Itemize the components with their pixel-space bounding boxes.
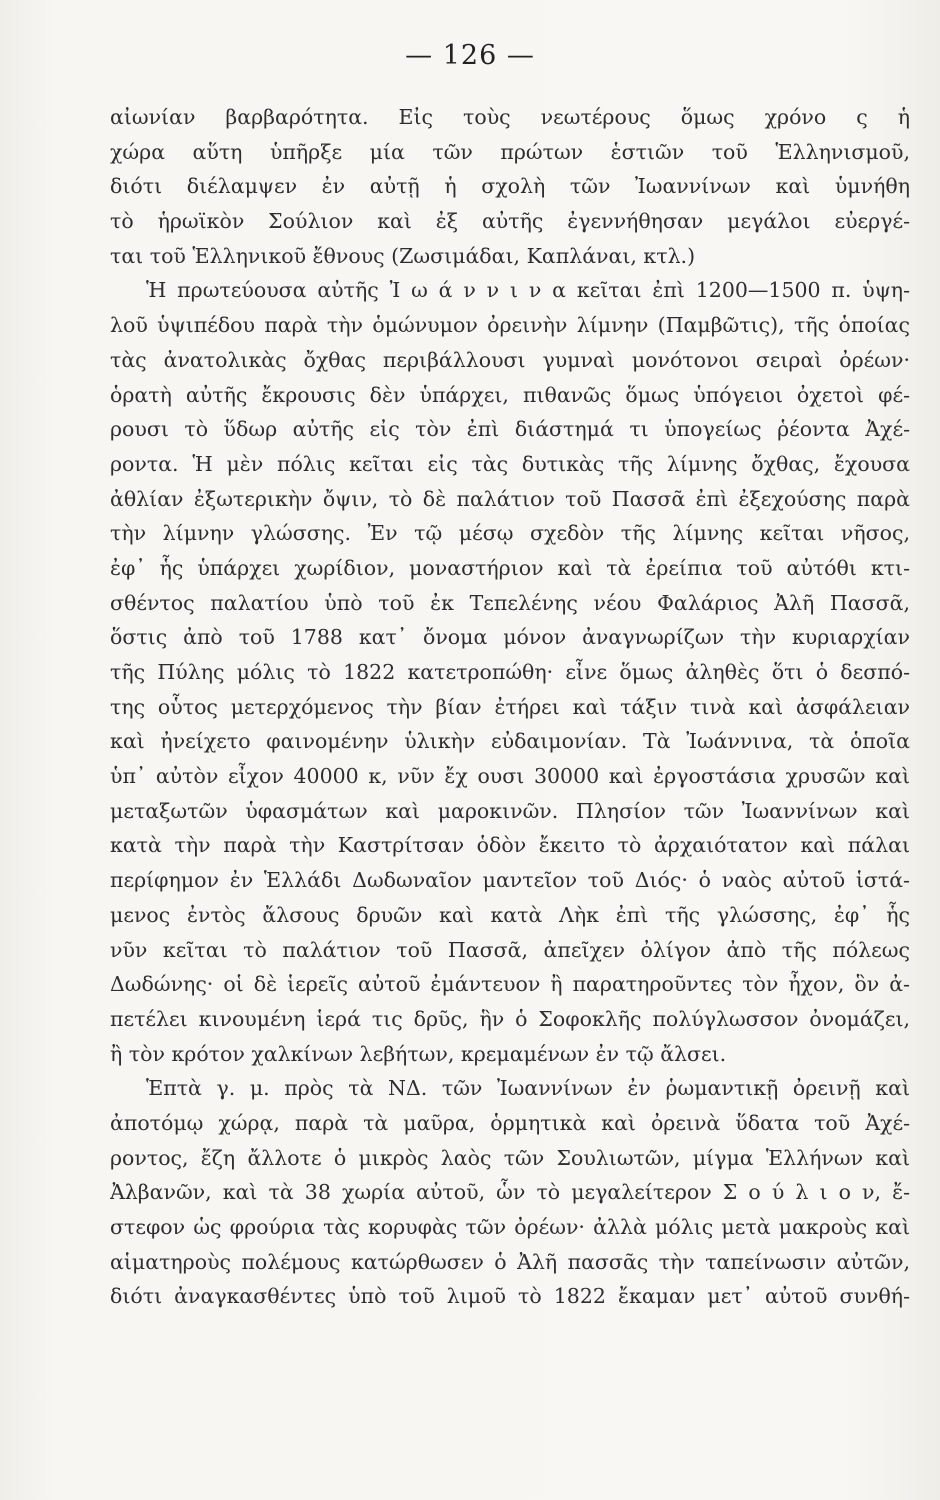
text-line: διότι ἀναγκασθέντες ὑπὸ τοῦ λιμοῦ τὸ 1822 ἔκαμαν μετ᾽ αὐτοῦ συνθή- (110, 1284, 910, 1309)
text-line: ροντα. Ἡ μὲν πόλις κεῖται εἰς τὰς δυτικὰς τῆς λίμνης ὄχθας, ἔχουσα (110, 451, 910, 476)
text-line: αἱματηροὺς πολέμους κατώρθωσεν ὁ Ἀλῆ πασσᾶς τὴν ταπείνωσιν αὐτῶν, (110, 1249, 910, 1274)
text-line: Δωδώνης· οἱ δὲ ἱερεῖς αὐτοῦ ἐμάντευον ἢ παρατηροῦντες τὸν ἦχον, ὃν ἀ- (110, 972, 910, 997)
text-line: της οὗτος μετερχόμενος τὴν βίαν ἐτήρει καὶ τάξιν τινὰ καὶ ἀσφάλειαν (110, 694, 910, 719)
text-line: Ἀλβανῶν, καὶ τὰ 38 χωρία αὐτοῦ, ὧν τὸ μεγαλείτερον Σ ο ύ λ ι ο ν, ἔ- (110, 1180, 910, 1205)
text-line: κατὰ τὴν παρὰ τὴν Καστρίτσαν ὁδὸν ἔκειτο τὸ ἀρχαιότατον καὶ πάλαι (110, 833, 910, 858)
body-text (110, 100, 910, 1314)
text-line: νῦν κεῖται τὸ παλάτιον τοῦ Πασσᾶ, ἀπεῖχεν ὀλίγον ἀπὸ τῆς πόλεως (110, 937, 910, 962)
text-line: τῆς Πύλης μόλις τὸ 1822 κατετροπώθη· εἶνε ὅμως ἀληθὲς ὅτι ὁ δεσπό- (110, 660, 910, 684)
text-line: Ἑπτὰ γ. μ. πρὸς τὰ ΝΔ. τῶν Ἰωαννίνων ἐν ῥωμαντικῇ ὀρεινῇ καὶ (146, 1076, 910, 1101)
text-line: στεφον ὡς φρούρια τὰς κορυφὰς τῶν ὀρέων· ἀλλὰ μόλις μετὰ μακροὺς καὶ (110, 1215, 910, 1239)
text-line: ται τοῦ Ἑλληνικοῦ ἔθνους (Ζωσιμάδαι, Καπλάναι, κτλ.) (110, 243, 696, 268)
text-line: ἐφ᾽ ἧς ὑπάρχει χωρίδιον, μοναστήριον καὶ τὰ ἐρείπια τοῦ αὐτόθι κτι- (110, 555, 910, 580)
text-line: διότι διέλαμψεν ἐν αὐτῇ ἡ σχολὴ τῶν Ἰωαννίνων καὶ ὑμνήθη (110, 174, 910, 199)
text-line: χώρα αὕτη ὑπῆρξε μία τῶν πρώτων ἑστιῶν τοῦ Ἑλληνισμοῦ, (110, 139, 910, 164)
text-line: πετέλει κινουμένη ἱερά τις δρῦς, ἣν ὁ Σοφοκλῆς πολύγλωσσον ὀνομάζει, (110, 1006, 910, 1031)
text-line: περίφημον ἐν Ἑλλάδι Δωδωναῖον μαντεῖον τοῦ Διός· ὁ ναὸς αὐτοῦ ἱστά- (110, 868, 910, 893)
text-line: ὑπ᾽ αὐτὸν εἶχον 40000 κ, νῦν ἔχ ουσι 30000 καὶ ἐργοστάσια χρυσῶν καὶ (110, 764, 910, 789)
text-line: Ἡ πρωτεύουσα αὐτῆς Ἰ ω ά ν ν ι ν α κεῖται ἐπὶ 1200—1500 π. ὑψη- (146, 278, 910, 303)
text-line: τὴν λίμνην γλώσσης. Ἐν τῷ μέσῳ σχεδὸν τῆς λίμνης κεῖται νῆσος, (110, 521, 910, 546)
text-line: μενος ἐντὸς ἄλσους δρυῶν καὶ κατὰ Λὴκ ἐπὶ τῆς γλώσσης, ἐφ᾽ ἧς (110, 902, 910, 927)
text-line: ὁρατὴ αὐτῆς ἔκρουσις δὲν ὑπάρχει, πιθανῶς ὅμως ὑπόγειοι ὀχετοὶ φέ- (110, 382, 910, 407)
text-line: ρουσι τὸ ὕδωρ αὐτῆς εἰς τὸν ἐπὶ διάστημά τι ὑπογείως ῥέοντα Ἀχέ- (110, 417, 910, 442)
text-line: ἀποτόμῳ χώρᾳ, παρὰ τὰ μαῦρα, ὁρμητικὰ καὶ ὀρεινὰ ὕδατα τοῦ Ἀχέ- (110, 1110, 910, 1135)
text-line: τὰς ἀνατολικὰς ὄχθας περιβάλλουσι γυμναὶ μονότονοι σειραὶ ὀρέων· (110, 347, 910, 372)
text-line: καὶ ἠνείχετο φαινομένην ὑλικὴν εὐδαιμονίαν. Τὰ Ἰωάννινα, τὰ ὁποῖα (110, 729, 910, 754)
text-line: ἢ τὸν κρότον χαλκίνων λεβήτων, κρεμαμένων ἐν τῷ ἄλσει. (110, 1041, 727, 1066)
text-line: μεταξωτῶν ὑφασμάτων καὶ μαροκινῶν. Πλησίον τῶν Ἰωαννίνων καὶ (110, 798, 910, 823)
page-number: — 126 — (405, 40, 535, 71)
text-line: ἀθλίαν ἐξωτερικὴν ὄψιν, τὸ δὲ παλάτιον τοῦ Πασσᾶ ἐπὶ ἐξεχούσης παρὰ (110, 486, 910, 511)
text-line: ὅστις ἀπὸ τοῦ 1788 κατ᾽ ὄνομα μόνον ἀναγνωρίζων τὴν κυριαρχίαν (110, 625, 910, 650)
text-line: σθέντος παλατίου ὑπὸ τοῦ ἐκ Τεπελένης νέου Φαλάριος Ἀλῆ Πασσᾶ, (110, 590, 910, 615)
text-line: αἰωνίαν βαρβαρότητα. Εἰς τοὺς νεωτέρους ὅμως χρόνο ς ἡ (110, 105, 910, 129)
text-line: λοῦ ὑψιπέδου παρὰ τὴν ὁμώνυμον ὀρεινὴν λίμνην (Παμβῶτις), τῆς ὁποίας (110, 313, 910, 338)
text-line: τὸ ἡρωϊκὸν Σούλιον καὶ ἐξ αὐτῆς ἐγεννήθησαν μεγάλοι εὐεργέ- (110, 209, 910, 234)
text-line: ροντος, ἔζη ἄλλοτε ὁ μικρὸς λαὸς τῶν Σουλιωτῶν, μίγμα Ἑλλήνων καὶ (110, 1145, 910, 1170)
